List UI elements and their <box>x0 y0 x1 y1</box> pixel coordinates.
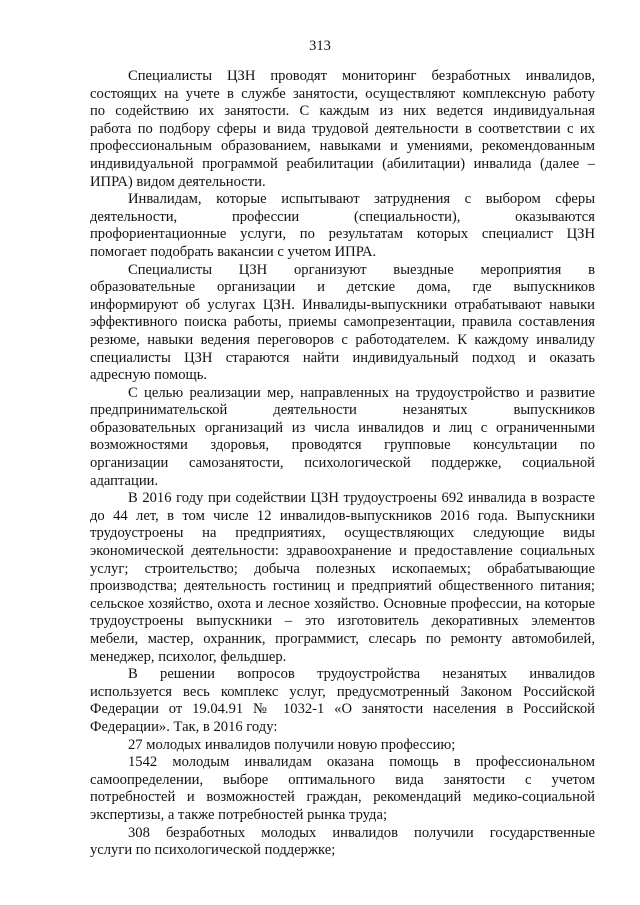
paragraph <box>90 490 595 666</box>
page-number: 313 <box>309 38 331 54</box>
paragraph-line: организации самозанятости, психологической поддержке, социальной <box>90 455 595 472</box>
paragraph <box>90 737 595 755</box>
paragraph-line: до 44 лет, в том числе 12 инвалидов-выпускников 2016 года. Выпускники <box>90 507 595 524</box>
paragraph-line: 27 молодых инвалидов получили новую профессию; <box>128 736 456 753</box>
paragraph-line: адаптации. <box>90 472 159 489</box>
paragraph-line: экспертизы, а также потребностей рынка труда; <box>90 806 388 823</box>
paragraph-line: менеджер, психолог, фельдшер. <box>90 648 287 665</box>
paragraph-line: 308 безработных молодых инвалидов получили государственные <box>128 824 595 841</box>
paragraph-line: В решении вопросов трудоустройства незанятых инвалидов <box>128 666 595 683</box>
paragraph-line: возможностями здоровья, проводятся групповые консультации по <box>90 437 595 454</box>
paragraph <box>90 825 595 860</box>
paragraph <box>90 385 595 491</box>
paragraph-line: Инвалидам, которые испытывают затруднения с выбором сферы <box>128 191 595 208</box>
paragraph-line: мебели, мастер, охранник, программист, слесарь по ремонту автомобилей, <box>90 631 595 647</box>
paragraph-line: Федерации». Так, в 2016 году: <box>90 718 278 735</box>
paragraph-line: резюме, навыки ведения переговоров с работодателем. К каждому инвалиду <box>90 331 595 348</box>
paragraph-line: информируют об услугах ЦЗН. Инвалиды-выпускники отрабатывают навыки <box>90 296 595 313</box>
paragraph-line: специалисты ЦЗН стараются найти индивидуальный подход и оказать <box>90 349 595 366</box>
paragraph-line: работа по подбору сферы и вида трудовой деятельности в соответствии с их <box>90 120 595 137</box>
paragraph-line: используется весь комплекс услуг, предусмотренный Законом Российской <box>90 683 595 700</box>
paragraph-line: деятельности, профессии (специальности), оказываются <box>90 208 595 225</box>
paragraph-line: ИПРА) видом деятельности. <box>90 173 266 190</box>
paragraph-line: Федерации от 19.04.91 № 1032-1 «О занятости населения в Российской <box>90 701 595 718</box>
paragraph-line: образовательных организаций из числа инвалидов и лиц с ограниченными <box>90 419 595 436</box>
paragraph-line: помогает подобрать вакансии с учетом ИПРА. <box>90 243 377 260</box>
paragraph-line: профессиональным образованием, навыками и умениями, рекомендованным <box>90 138 595 155</box>
paragraph-line: услуг; строительство; добыча полезных ископаемых; обрабатывающие <box>90 560 595 577</box>
paragraph-line: В 2016 году при содействии ЦЗН трудоустроены 692 инвалида в возрасте <box>128 490 595 507</box>
paragraph-line: 1542 молодым инвалидам оказана помощь в профессиональном <box>128 754 595 771</box>
paragraph <box>90 666 595 736</box>
document-body <box>90 68 595 860</box>
paragraph-line: услуги по психологической поддержке; <box>90 842 336 859</box>
paragraph-line: эффективного поиска работы, приемы самопрезентации, правила составления <box>90 314 595 331</box>
paragraph-line: Специалисты ЦЗН проводят мониторинг безработных инвалидов, <box>128 68 595 84</box>
paragraph-line: адресную помощь. <box>90 367 208 384</box>
paragraph-line: трудоустроены выпускники – это изготовитель декоративных элементов <box>90 613 595 630</box>
paragraph-line: предпринимательской деятельности незанятых выпускников <box>90 402 595 419</box>
paragraph-line: образовательные организации и детские дома, где выпускников <box>90 279 595 296</box>
paragraph <box>90 754 595 824</box>
paragraph-line: С целью реализации мер, направленных на трудоустройство и развитие <box>128 384 595 401</box>
paragraph <box>90 191 595 261</box>
paragraph <box>90 262 595 385</box>
paragraph-line: Специалисты ЦЗН организуют выездные мероприятия в <box>128 261 595 278</box>
paragraph-line: производства; деятельность гостиниц и предприятий общественного питания; <box>90 578 595 595</box>
paragraph-line: индивидуальной программой реабилитации (абилитации) инвалида (далее – <box>90 155 595 172</box>
paragraph-line: самоопределении, выборе оптимального вида занятости с учетом <box>90 771 595 788</box>
paragraph-line: профориентационные услуги, по результатам которых специалист ЦЗН <box>90 226 595 243</box>
paragraph-line: экономической деятельности: здравоохранение и предоставление социальных <box>90 543 595 560</box>
paragraph-line: потребностей и возможностей граждан, рекомендаций медико-социальной <box>90 789 595 806</box>
paragraph-line: трудоустроены на предприятиях, осуществляющих следующие виды <box>90 525 595 542</box>
paragraph-line: сельское хозяйство, охота и лесное хозяйство. Основные профессии, на которые <box>90 595 595 612</box>
paragraph-line: по содействию их занятости. С каждым из них ведется индивидуальная <box>90 103 595 120</box>
paragraph <box>90 68 595 191</box>
paragraph-line: состоящих на учете в службе занятости, осуществляют комплексную работу <box>90 85 595 102</box>
